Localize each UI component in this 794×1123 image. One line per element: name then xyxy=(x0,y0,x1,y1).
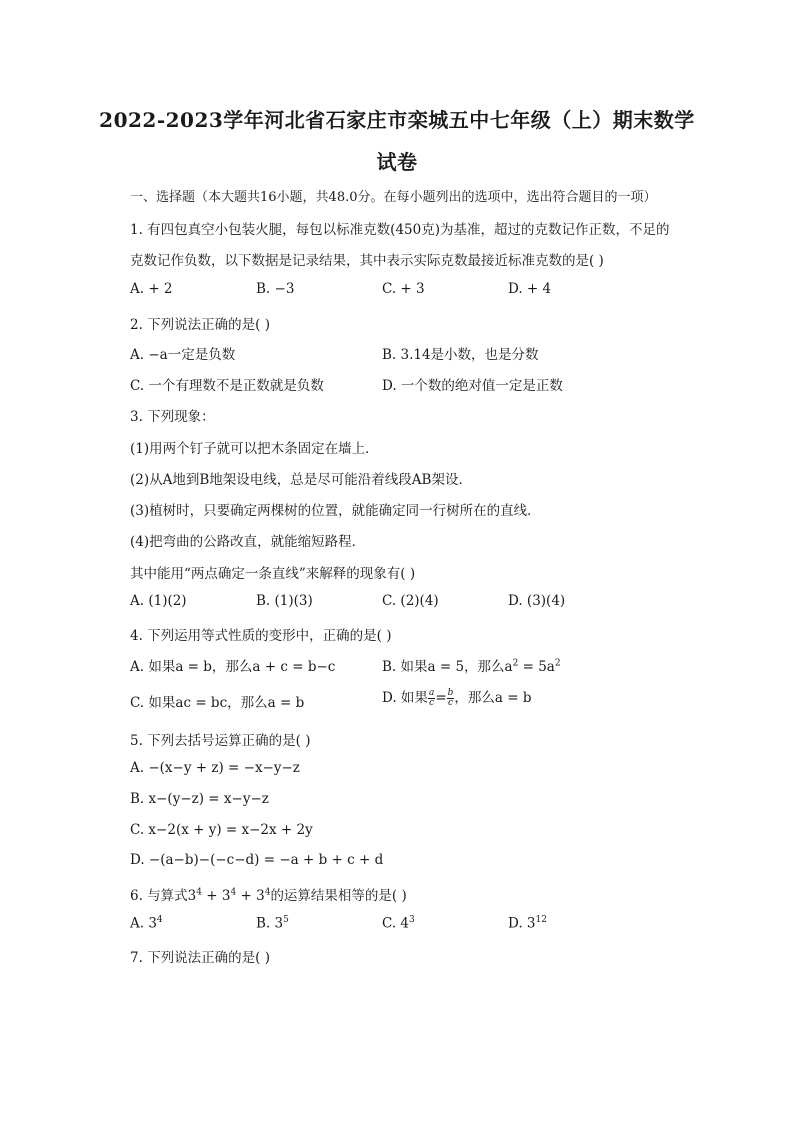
q4-stem: 4. 下列运用等式性质的变形中，正确的是( ) xyxy=(130,628,392,644)
q1-stem-line2: 克数记作负数，以下数据是记录结果，其中表示实际克数最接近标准克数的是( ) xyxy=(130,253,604,269)
q4-option-b-mid: = 5a xyxy=(518,659,555,675)
q4-option-d-post: ，那么a = b xyxy=(454,690,532,706)
q6-option-b xyxy=(256,915,289,932)
exam-title-line1: 2022-2023学年河北省石家庄市栾城五中七年级（上）期末数学 xyxy=(99,108,695,132)
q6-option-d-exp: 12 xyxy=(535,915,547,925)
q6-option-c-base: C. 4 xyxy=(382,915,410,932)
q6-option-c-exp: 3 xyxy=(409,915,415,925)
q3-option-a: A. (1)(2) xyxy=(130,593,187,609)
exam-title-line2: 试卷 xyxy=(376,150,418,174)
q2-option-c: C. 一个有理数不是正数就是负数 xyxy=(130,378,324,394)
q5-option-c: C. x−2(x + y) = x−2x + 2y xyxy=(130,822,313,838)
q1-option-c: C. + 3 xyxy=(382,281,425,297)
q4-equals: = xyxy=(435,690,447,706)
q6-stem-pre: 6. 与算式3 xyxy=(130,888,197,904)
q6-exp1: 4 xyxy=(196,887,202,898)
q4-option-d xyxy=(382,686,531,708)
q3-option-c: C. (2)(4) xyxy=(382,593,439,609)
q2-stem: 2. 下列说法正确的是( ) xyxy=(130,317,270,333)
q5-option-d: D. −(a−b)−(−c−d) = −a + b + c + d xyxy=(130,852,384,868)
q6-option-d-base: D. 3 xyxy=(508,915,536,932)
frac-num-b: b xyxy=(447,688,454,698)
q6-exp3: 4 xyxy=(264,887,271,898)
q6-option-d xyxy=(508,915,547,932)
q2-option-d: D. 一个数的绝对值一定是正数 xyxy=(382,378,563,394)
frac-den-c: c xyxy=(429,698,435,708)
q6-stem xyxy=(130,884,407,904)
frac-num-a: a xyxy=(428,688,435,698)
q6-option-a xyxy=(130,915,163,932)
q3-stem: 3. 下列现象： xyxy=(130,409,215,425)
q7-stem: 7. 下列说法正确的是( ) xyxy=(130,950,270,966)
q5-option-a: A. −(x−y + z) = −x−y−z xyxy=(130,760,300,776)
q4-option-b-exp1: 2 xyxy=(512,658,519,669)
q3-option-d: D. (3)(4) xyxy=(508,593,566,609)
q4-option-b xyxy=(382,655,561,675)
q4-option-b-pre: B. 如果a = 5，那么a xyxy=(382,659,513,675)
q4-option-c: C. 如果ac = bc，那么a = b xyxy=(130,695,305,711)
frac-den-c2: c xyxy=(447,698,454,708)
q6-option-b-exp: 5 xyxy=(283,915,289,925)
q6-plus2: + 3 xyxy=(236,888,265,904)
q6-exp2: 4 xyxy=(230,887,237,898)
q1-option-a: A. + 2 xyxy=(130,281,173,297)
q2-option-a: A. −a一定是负数 xyxy=(130,347,236,363)
q2-option-b: B. 3.14是小数，也是分数 xyxy=(382,347,539,363)
q3-statement-2: (2)从A地到B地架设电线，总是尽可能沿着线段AB架设． xyxy=(130,472,472,488)
q3-question: 其中能用“两点确定一条直线”来解释的现象有( ) xyxy=(130,566,416,582)
q4-option-b-exp2: 2 xyxy=(554,658,561,669)
q6-option-a-base: A. 3 xyxy=(130,915,157,932)
q3-statement-4: (4)把弯曲的公路改直，就能缩短路程． xyxy=(130,534,366,550)
q3-option-b: B. (1)(3) xyxy=(256,593,313,609)
q6-option-a-exp: 4 xyxy=(156,915,163,925)
q4-option-a: A. 如果a = b，那么a + c = b−c xyxy=(130,659,336,675)
q3-statement-3: (3)植树时，只要确定两棵树的位置，就能确定同一行树所在的直线． xyxy=(130,503,541,519)
q1-option-d: D. + 4 xyxy=(508,281,552,297)
q5-option-b: B. x−(y−z) = x−y−z xyxy=(130,791,269,807)
q6-option-c xyxy=(382,915,415,932)
q6-stem-post: 的运算结果相等的是( ) xyxy=(270,888,407,904)
q3-statement-1: (1)用两个钉子就可以把木条固定在墙上． xyxy=(130,441,379,457)
q1-stem-line1: 1. 有四包真空小包装火腿，每包以标准克数(450克)为基准，超过的克数记作正数，不足的 xyxy=(130,222,670,238)
q1-option-b: B. −3 xyxy=(256,281,295,297)
q5-stem: 5. 下列去括号运算正确的是( ) xyxy=(130,733,311,749)
section-heading: 一、选择题（本大题共16小题，共48.0分。在每小题列出的选项中，选出符合题目的一项） xyxy=(130,190,657,205)
q6-plus1: + 3 xyxy=(202,888,231,904)
q6-option-b-base: B. 3 xyxy=(256,915,284,932)
q4-option-d-pre: D. 如果 xyxy=(382,690,428,706)
